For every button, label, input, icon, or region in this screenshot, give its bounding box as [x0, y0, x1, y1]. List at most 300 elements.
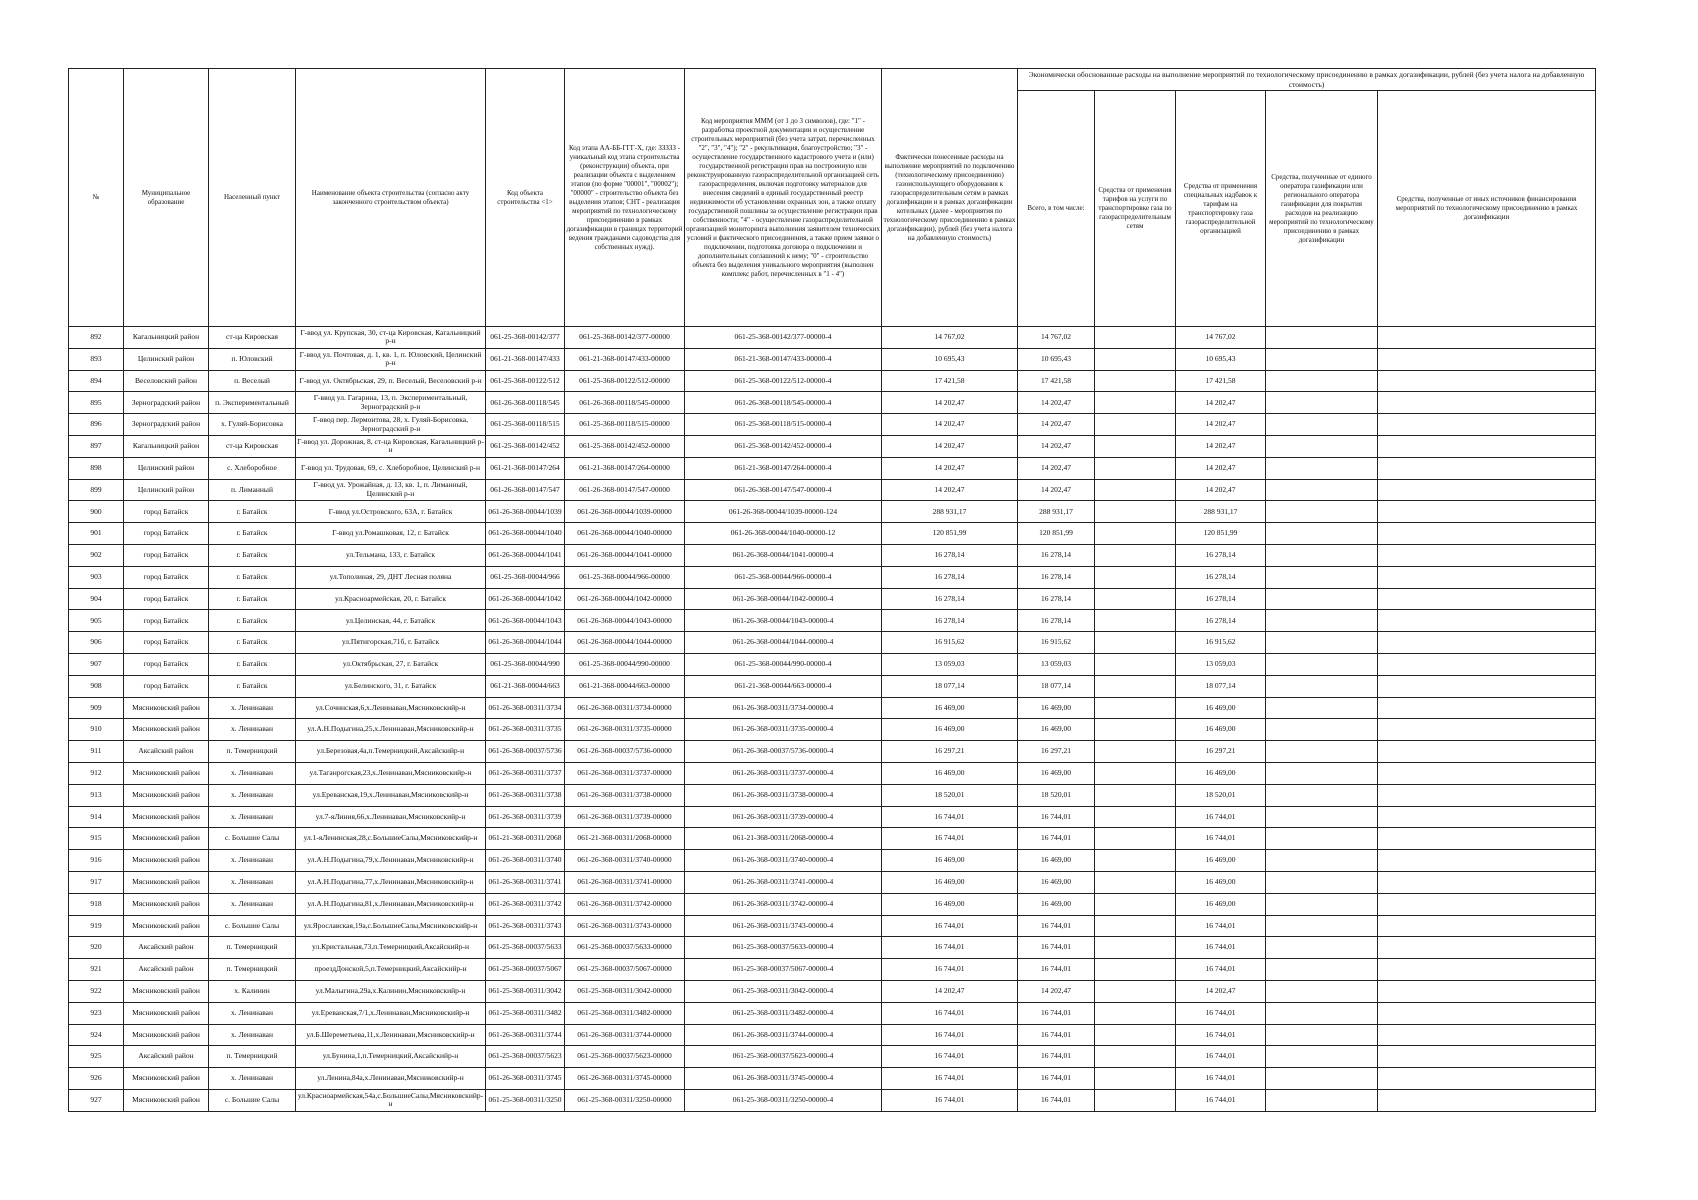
- cell-total: 14 202,47: [1018, 414, 1095, 436]
- cell-total: 16 469,00: [1018, 850, 1095, 872]
- cell-total: 16 744,01: [1018, 828, 1095, 850]
- cell-operator-funds: [1266, 370, 1378, 392]
- cell-object-name: Г-ввод ул. Почтовая, д. 1, кв. 1, п. Юловский, Целинский р-н: [296, 348, 486, 370]
- cell-measure-code: 061-25-368-00142/452-00000-4: [685, 435, 882, 457]
- cell-object-name: ул.Березовая,4а,п.Темерницкий,Аксайскийр-н: [296, 741, 486, 763]
- table-row: [69, 457, 1596, 479]
- cell-actual-costs: 16 469,00: [882, 893, 1018, 915]
- cell-actual-costs: 14 202,47: [882, 457, 1018, 479]
- cell-object-name: ул.Таганрогская,23,х.Ленинаван,Мясниковскийр-н: [296, 762, 486, 784]
- cell-settlement: г. Батайск: [209, 632, 296, 654]
- cell-municipality: Целинский район: [124, 479, 209, 501]
- cell-object-name: ул.Тополиная, 29, ДНТ Лесная поляна: [296, 566, 486, 588]
- cell-stage-code: 061-26-368-00311/3741-00000: [565, 871, 685, 893]
- cell-object-code: 061-26-368-00311/3743: [486, 915, 565, 937]
- cell-measure-code: 061-26-368-00037/5736-00000-4: [685, 741, 882, 763]
- cell-total: 14 202,47: [1018, 980, 1095, 1002]
- cell-special-surcharge-funds: 16 744,01: [1176, 1089, 1266, 1111]
- table-row: [69, 392, 1596, 414]
- table-row: [69, 741, 1596, 763]
- cell-tariff-funds: [1095, 632, 1176, 654]
- cell-measure-code: 061-25-368-00142/377-00000-4: [685, 327, 882, 349]
- cell-other-funds: [1378, 719, 1596, 741]
- cell-stage-code: 061-25-368-00122/512-00000: [565, 370, 685, 392]
- cell-object-code: 061-25-368-00118/515: [486, 414, 565, 436]
- cell-municipality: город Батайск: [124, 675, 209, 697]
- table-row: [69, 762, 1596, 784]
- cell-object-name: ул.А.Н.Подыгина,25,х.Ленинаван,Мясниковскийр-н: [296, 719, 486, 741]
- cell-stage-code: 061-25-368-00311/3250-00000: [565, 1089, 685, 1111]
- cell-operator-funds: [1266, 457, 1378, 479]
- cell-other-funds: [1378, 479, 1596, 501]
- cell-special-surcharge-funds: 13 059,03: [1176, 653, 1266, 675]
- cell-actual-costs: 14 202,47: [882, 479, 1018, 501]
- cell-municipality: город Батайск: [124, 610, 209, 632]
- cell-num: 926: [69, 1068, 124, 1090]
- cell-municipality: Аксайский район: [124, 937, 209, 959]
- cell-special-surcharge-funds: 16 744,01: [1176, 1046, 1266, 1068]
- cell-municipality: Веселовский район: [124, 370, 209, 392]
- cell-total: 16 744,01: [1018, 915, 1095, 937]
- cell-actual-costs: 16 744,01: [882, 1002, 1018, 1024]
- cell-municipality: Аксайский район: [124, 959, 209, 981]
- cell-actual-costs: 16 915,62: [882, 632, 1018, 654]
- cell-stage-code: 061-26-368-00044/1040-00000: [565, 523, 685, 545]
- table-row: [69, 653, 1596, 675]
- cell-operator-funds: [1266, 632, 1378, 654]
- cell-stage-code: 061-26-368-00044/1042-00000: [565, 588, 685, 610]
- cell-object-name: ул.Малыгина,29а,х.Калинин,Мясниковскийр-н: [296, 980, 486, 1002]
- table-row: [69, 980, 1596, 1002]
- cell-num: 911: [69, 741, 124, 763]
- cell-special-surcharge-funds: 16 469,00: [1176, 697, 1266, 719]
- cell-settlement: г. Батайск: [209, 588, 296, 610]
- cell-measure-code: 061-25-368-00118/515-00000-4: [685, 414, 882, 436]
- cell-object-name: ул.Кристальная,73,п.Темерницкий,Аксайскийр-н: [296, 937, 486, 959]
- table-row: [69, 501, 1596, 523]
- header-total: Всего, в том числе:: [1018, 91, 1095, 327]
- cell-num: 914: [69, 806, 124, 828]
- cell-total: 16 278,14: [1018, 566, 1095, 588]
- cell-special-surcharge-funds: 16 744,01: [1176, 1002, 1266, 1024]
- document-sheet: [68, 68, 1595, 1112]
- header-object-code: Код объекта строительства <1>: [486, 69, 565, 327]
- cell-special-surcharge-funds: 16 278,14: [1176, 588, 1266, 610]
- cell-operator-funds: [1266, 675, 1378, 697]
- cell-operator-funds: [1266, 653, 1378, 675]
- cell-municipality: Аксайский район: [124, 741, 209, 763]
- cell-operator-funds: [1266, 327, 1378, 349]
- cell-other-funds: [1378, 806, 1596, 828]
- cell-num: 913: [69, 784, 124, 806]
- cell-actual-costs: 16 469,00: [882, 850, 1018, 872]
- cell-other-funds: [1378, 980, 1596, 1002]
- cell-municipality: Мясниковский район: [124, 850, 209, 872]
- cell-stage-code: 061-25-368-00037/5623-00000: [565, 1046, 685, 1068]
- cell-settlement: с. Большие Салы: [209, 828, 296, 850]
- table-row: [69, 697, 1596, 719]
- cell-measure-code: 061-26-368-00118/545-00000-4: [685, 392, 882, 414]
- cell-actual-costs: 16 278,14: [882, 610, 1018, 632]
- cell-actual-costs: 17 421,58: [882, 370, 1018, 392]
- cell-num: 893: [69, 348, 124, 370]
- cell-object-code: 061-26-368-00311/3737: [486, 762, 565, 784]
- cell-settlement: х. Ленинаван: [209, 850, 296, 872]
- cell-object-code: 061-26-368-00311/3745: [486, 1068, 565, 1090]
- cell-operator-funds: [1266, 1024, 1378, 1046]
- cell-total: 120 851,99: [1018, 523, 1095, 545]
- cell-num: 927: [69, 1089, 124, 1111]
- cell-object-name: Г-ввод ул. Октябрьская, 29, п. Веселый, Веселовский р-н: [296, 370, 486, 392]
- cell-municipality: Зерноградский район: [124, 392, 209, 414]
- table-row: [69, 1068, 1596, 1090]
- cell-special-surcharge-funds: 16 744,01: [1176, 937, 1266, 959]
- cell-stage-code: 061-26-368-00147/547-00000: [565, 479, 685, 501]
- cell-municipality: Мясниковский район: [124, 762, 209, 784]
- cell-measure-code: 061-26-368-00311/3734-00000-4: [685, 697, 882, 719]
- cell-measure-code: 061-26-368-00311/3735-00000-4: [685, 719, 882, 741]
- cell-municipality: Целинский район: [124, 457, 209, 479]
- cell-actual-costs: 16 278,14: [882, 544, 1018, 566]
- cell-tariff-funds: [1095, 719, 1176, 741]
- cell-measure-code: 061-26-368-00311/3742-00000-4: [685, 893, 882, 915]
- cell-other-funds: [1378, 1068, 1596, 1090]
- header-stage-code: Код этапа АА-ББ-ГГГ-Х, где: ЗЗЗЗЗ - уникальный код этапа строительства (реконструкции) объекта, при реализации объекта с выделением этапов (по форме "00001", "00002"); "00000" - строительство объекта без выделения этапов; СНТ - реализация мероприятий по технологическому присоединению в рамках догазификации в границах территорий ведения гражданами садоводства для собственных нужд).: [565, 69, 685, 327]
- cell-object-code: 061-25-368-00044/966: [486, 566, 565, 588]
- cell-total: 16 469,00: [1018, 871, 1095, 893]
- cell-settlement: п. Экспериментальный: [209, 392, 296, 414]
- cell-num: 902: [69, 544, 124, 566]
- cell-other-funds: [1378, 327, 1596, 349]
- cell-actual-costs: 16 744,01: [882, 1046, 1018, 1068]
- cell-stage-code: 061-26-368-00311/3745-00000: [565, 1068, 685, 1090]
- cell-total: 16 469,00: [1018, 762, 1095, 784]
- cell-object-name: ул.А.Н.Подыгина,77,х.Ленинаван,Мясниковскийр-н: [296, 871, 486, 893]
- cell-settlement: п. Веселый: [209, 370, 296, 392]
- cell-object-code: 061-26-368-00044/1039: [486, 501, 565, 523]
- cell-operator-funds: [1266, 435, 1378, 457]
- cell-special-surcharge-funds: 14 202,47: [1176, 457, 1266, 479]
- cell-settlement: п. Лиманный: [209, 479, 296, 501]
- cell-settlement: с. Хлеборобное: [209, 457, 296, 479]
- cell-actual-costs: 120 851,99: [882, 523, 1018, 545]
- cell-operator-funds: [1266, 610, 1378, 632]
- cell-total: 13 059,03: [1018, 653, 1095, 675]
- cell-object-code: 061-21-368-00311/2068: [486, 828, 565, 850]
- cell-operator-funds: [1266, 414, 1378, 436]
- cell-settlement: х. Ленинаван: [209, 762, 296, 784]
- cell-total: 14 202,47: [1018, 392, 1095, 414]
- table-row: [69, 719, 1596, 741]
- cell-num: 908: [69, 675, 124, 697]
- table-row: [69, 632, 1596, 654]
- cell-measure-code: 061-25-368-00044/990-00000-4: [685, 653, 882, 675]
- cell-stage-code: 061-26-368-00044/1044-00000: [565, 632, 685, 654]
- cell-other-funds: [1378, 959, 1596, 981]
- table-header: [69, 69, 1596, 327]
- cell-num: 903: [69, 566, 124, 588]
- table-row: [69, 806, 1596, 828]
- table-row: [69, 1002, 1596, 1024]
- cell-municipality: город Батайск: [124, 544, 209, 566]
- cell-actual-costs: 16 469,00: [882, 697, 1018, 719]
- cell-other-funds: [1378, 414, 1596, 436]
- table-row: [69, 370, 1596, 392]
- cell-object-code: 061-26-368-00311/3741: [486, 871, 565, 893]
- cell-special-surcharge-funds: 16 469,00: [1176, 871, 1266, 893]
- header-num: №: [69, 69, 124, 327]
- cell-operator-funds: [1266, 544, 1378, 566]
- cell-tariff-funds: [1095, 915, 1176, 937]
- cell-stage-code: 061-25-368-00118/515-00000: [565, 414, 685, 436]
- cell-actual-costs: 16 297,21: [882, 741, 1018, 763]
- cell-object-name: Г-ввод ул. Урожайная, д. 13, кв. 1, п. Лиманный, Целинский р-н: [296, 479, 486, 501]
- cell-num: 922: [69, 980, 124, 1002]
- cell-num: 920: [69, 937, 124, 959]
- cell-measure-code: 061-25-368-00311/3250-00000-4: [685, 1089, 882, 1111]
- cell-municipality: Аксайский район: [124, 1046, 209, 1068]
- cell-other-funds: [1378, 501, 1596, 523]
- cell-object-code: 061-26-368-00044/1044: [486, 632, 565, 654]
- cell-tariff-funds: [1095, 414, 1176, 436]
- cell-object-code: 061-25-368-00142/377: [486, 327, 565, 349]
- cell-stage-code: 061-26-368-00311/3738-00000: [565, 784, 685, 806]
- cell-municipality: город Батайск: [124, 523, 209, 545]
- header-measure-code: Код мероприятия МММ (от 1 до 3 символов), где: "1" - разработка проектной документации и осуществление строительных мероприятий (без учета затрат, перечисленных "2", "3", "4"); "2" - рекультивация, благоустройство; "3" - осуществление государственного кадастрового учета и (или) государственной регистрации прав на построенную или реконструированную газораспределительной организацией сеть газораспределения, включая подготовку материалов для внесения сведений в единый государственный реестр недвижимости об установлении охранных зон, а также оплату государственной пошлины за осуществление регистрации прав собственности; "4" - осуществление газораспределительной организацией мониторинга выполнения заявителем технических условий и фактического присоединения, а также прием заявки о подключении, подготовка договора о подключении и дополнительных соглашений к нему; "0" - строительство объекта без выделения уникального мероприятия (выполнен комплекс работ, перечисленных в "1 - 4"): [685, 69, 882, 327]
- cell-actual-costs: 16 744,01: [882, 959, 1018, 981]
- cell-stage-code: 061-21-368-00147/433-00000: [565, 348, 685, 370]
- cell-object-name: ул.Ереванская,19,х.Ленинаван,Мясниковскийр-н: [296, 784, 486, 806]
- cell-tariff-funds: [1095, 392, 1176, 414]
- table-row: [69, 871, 1596, 893]
- cell-special-surcharge-funds: 16 278,14: [1176, 544, 1266, 566]
- cell-object-code: 061-26-368-00147/547: [486, 479, 565, 501]
- cell-municipality: Зерноградский район: [124, 414, 209, 436]
- cell-total: 10 695,43: [1018, 348, 1095, 370]
- cell-actual-costs: 16 744,01: [882, 1024, 1018, 1046]
- cell-operator-funds: [1266, 937, 1378, 959]
- cell-tariff-funds: [1095, 850, 1176, 872]
- cell-total: 16 744,01: [1018, 1002, 1095, 1024]
- cell-measure-code: 061-25-368-00122/512-00000-4: [685, 370, 882, 392]
- cell-stage-code: 061-25-368-00037/5633-00000: [565, 937, 685, 959]
- cell-other-funds: [1378, 784, 1596, 806]
- cell-stage-code: 061-25-368-00142/452-00000: [565, 435, 685, 457]
- cell-operator-funds: [1266, 1046, 1378, 1068]
- cell-operator-funds: [1266, 828, 1378, 850]
- cell-other-funds: [1378, 632, 1596, 654]
- cell-measure-code: 061-21-368-00311/2068-00000-4: [685, 828, 882, 850]
- cell-tariff-funds: [1095, 588, 1176, 610]
- cell-object-name: ул.Тельмана, 133, г. Батайск: [296, 544, 486, 566]
- cell-stage-code: 061-25-368-00311/3042-00000: [565, 980, 685, 1002]
- cell-settlement: х. Ленинаван: [209, 806, 296, 828]
- cell-total: 16 744,01: [1018, 1024, 1095, 1046]
- header-economic-costs-group: Экономически обоснованные расходы на выполнение мероприятий по технологическому присоединению в рамках догазификации, рублей (без учета налога на добавленную стоимость): [1018, 69, 1596, 91]
- cell-other-funds: [1378, 370, 1596, 392]
- cell-object-name: ул.Ярославская,19а,с.БольшиеСалы,Мясниковскийр-н: [296, 915, 486, 937]
- cell-total: 16 469,00: [1018, 893, 1095, 915]
- cell-tariff-funds: [1095, 435, 1176, 457]
- cell-stage-code: 061-25-368-00142/377-00000: [565, 327, 685, 349]
- cell-settlement: г. Батайск: [209, 544, 296, 566]
- cell-special-surcharge-funds: 14 202,47: [1176, 980, 1266, 1002]
- cell-measure-code: 061-26-368-00044/1041-00000-4: [685, 544, 882, 566]
- cell-operator-funds: [1266, 806, 1378, 828]
- cell-operator-funds: [1266, 479, 1378, 501]
- cell-other-funds: [1378, 588, 1596, 610]
- cell-other-funds: [1378, 915, 1596, 937]
- cell-num: 898: [69, 457, 124, 479]
- cell-settlement: п. Темерницкий: [209, 1046, 296, 1068]
- cell-stage-code: 061-26-368-00311/3743-00000: [565, 915, 685, 937]
- cell-num: 915: [69, 828, 124, 850]
- cell-total: 16 744,01: [1018, 937, 1095, 959]
- cell-special-surcharge-funds: 18 077,14: [1176, 675, 1266, 697]
- cell-municipality: Кагальницкий район: [124, 435, 209, 457]
- cell-total: 16 278,14: [1018, 544, 1095, 566]
- cell-measure-code: 061-26-368-00044/1042-00000-4: [685, 588, 882, 610]
- cell-measure-code: 061-25-368-00044/966-00000-4: [685, 566, 882, 588]
- cell-actual-costs: 14 202,47: [882, 414, 1018, 436]
- cell-measure-code: 061-25-368-00037/5067-00000-4: [685, 959, 882, 981]
- cell-object-name: ул.А.Н.Подыгина,81,х.Ленинаван,Мясниковскийр-н: [296, 893, 486, 915]
- cell-actual-costs: 14 202,47: [882, 435, 1018, 457]
- cell-object-name: Г-ввод ул. Трудовая, 69, с. Хлеборобное, Целинский р-н: [296, 457, 486, 479]
- cell-actual-costs: 14 202,47: [882, 392, 1018, 414]
- cell-measure-code: 061-26-368-00311/3740-00000-4: [685, 850, 882, 872]
- cell-other-funds: [1378, 610, 1596, 632]
- cell-total: 14 202,47: [1018, 457, 1095, 479]
- cell-measure-code: 061-26-368-00311/3744-00000-4: [685, 1024, 882, 1046]
- cell-tariff-funds: [1095, 828, 1176, 850]
- cell-measure-code: 061-26-368-00311/3741-00000-4: [685, 871, 882, 893]
- cell-actual-costs: 10 695,43: [882, 348, 1018, 370]
- cell-settlement: ст-ца Кировская: [209, 327, 296, 349]
- cell-special-surcharge-funds: 288 931,17: [1176, 501, 1266, 523]
- cell-measure-code: 061-25-368-00037/5633-00000-4: [685, 937, 882, 959]
- cell-settlement: г. Батайск: [209, 610, 296, 632]
- cell-object-code: 061-25-368-00311/3482: [486, 1002, 565, 1024]
- table-body: [69, 327, 1596, 1112]
- cell-measure-code: 061-26-368-00311/3745-00000-4: [685, 1068, 882, 1090]
- cell-other-funds: [1378, 871, 1596, 893]
- cell-tariff-funds: [1095, 1089, 1176, 1111]
- cell-object-code: 061-25-368-00037/5623: [486, 1046, 565, 1068]
- cell-tariff-funds: [1095, 327, 1176, 349]
- cell-object-code: 061-25-368-00311/3042: [486, 980, 565, 1002]
- cell-num: 925: [69, 1046, 124, 1068]
- cell-num: 909: [69, 697, 124, 719]
- cell-other-funds: [1378, 544, 1596, 566]
- cell-tariff-funds: [1095, 806, 1176, 828]
- cell-municipality: Целинский район: [124, 348, 209, 370]
- cell-object-name: ул.Пятигорская,71б, г. Батайск: [296, 632, 486, 654]
- cell-num: 900: [69, 501, 124, 523]
- cell-num: 897: [69, 435, 124, 457]
- cell-stage-code: 061-25-368-00311/3482-00000: [565, 1002, 685, 1024]
- cell-actual-costs: 18 520,01: [882, 784, 1018, 806]
- cell-settlement: п. Темерницкий: [209, 937, 296, 959]
- cell-special-surcharge-funds: 14 202,47: [1176, 414, 1266, 436]
- cell-municipality: Мясниковский район: [124, 1068, 209, 1090]
- cell-other-funds: [1378, 1046, 1596, 1068]
- cell-stage-code: 061-26-368-00311/3737-00000: [565, 762, 685, 784]
- cell-object-code: 061-26-368-00311/3744: [486, 1024, 565, 1046]
- cell-total: 14 202,47: [1018, 479, 1095, 501]
- cell-special-surcharge-funds: 14 767,02: [1176, 327, 1266, 349]
- cell-num: 918: [69, 893, 124, 915]
- cell-settlement: х. Ленинаван: [209, 871, 296, 893]
- cell-actual-costs: 16 469,00: [882, 762, 1018, 784]
- table-row: [69, 1024, 1596, 1046]
- cell-object-name: ул.Белинского, 31, г. Батайск: [296, 675, 486, 697]
- cell-tariff-funds: [1095, 959, 1176, 981]
- cell-special-surcharge-funds: 17 421,58: [1176, 370, 1266, 392]
- cell-total: 288 931,17: [1018, 501, 1095, 523]
- cell-stage-code: 061-26-368-00311/3744-00000: [565, 1024, 685, 1046]
- cell-measure-code: 061-25-368-00037/5623-00000-4: [685, 1046, 882, 1068]
- cell-object-code: 061-26-368-00044/1041: [486, 544, 565, 566]
- cell-municipality: город Батайск: [124, 632, 209, 654]
- cell-object-code: 061-25-368-00037/5633: [486, 937, 565, 959]
- cell-operator-funds: [1266, 784, 1378, 806]
- cell-num: 910: [69, 719, 124, 741]
- cell-num: 892: [69, 327, 124, 349]
- cell-other-funds: [1378, 828, 1596, 850]
- cell-num: 912: [69, 762, 124, 784]
- cell-special-surcharge-funds: 16 278,14: [1176, 566, 1266, 588]
- cell-operator-funds: [1266, 1068, 1378, 1090]
- cell-stage-code: 061-26-368-00311/3735-00000: [565, 719, 685, 741]
- table-row: [69, 915, 1596, 937]
- cell-other-funds: [1378, 566, 1596, 588]
- header-special-surcharge-funds: Средства от применения специальных надбавок к тарифам на транспортировку газа газораспределительной организацией: [1176, 91, 1266, 327]
- cell-tariff-funds: [1095, 479, 1176, 501]
- cell-municipality: Мясниковский район: [124, 784, 209, 806]
- cell-object-name: ул.Целинская, 44, г. Батайск: [296, 610, 486, 632]
- cell-settlement: г. Батайск: [209, 501, 296, 523]
- cell-special-surcharge-funds: 18 520,01: [1176, 784, 1266, 806]
- cell-stage-code: 061-26-368-00044/1043-00000: [565, 610, 685, 632]
- cell-settlement: х. Ленинаван: [209, 1068, 296, 1090]
- cell-stage-code: 061-26-368-00311/3739-00000: [565, 806, 685, 828]
- cell-measure-code: 061-26-368-00044/1040-00000-12: [685, 523, 882, 545]
- cell-tariff-funds: [1095, 741, 1176, 763]
- table-row: [69, 327, 1596, 349]
- cell-special-surcharge-funds: 16 744,01: [1176, 1024, 1266, 1046]
- cell-actual-costs: 16 744,01: [882, 937, 1018, 959]
- cell-num: 896: [69, 414, 124, 436]
- cell-municipality: Кагальницкий район: [124, 327, 209, 349]
- cell-stage-code: 061-21-368-00044/663-00000: [565, 675, 685, 697]
- cell-num: 905: [69, 610, 124, 632]
- cell-measure-code: 061-21-368-00044/663-00000-4: [685, 675, 882, 697]
- cell-total: 16 744,01: [1018, 1068, 1095, 1090]
- cell-object-name: ул.1-яЛенинская,28,с.БольшиеСалы,Мясниковскийр-н: [296, 828, 486, 850]
- cell-object-name: ул.Б.Шереметьева,11,х.Ленинаван,Мясниковскийр-н: [296, 1024, 486, 1046]
- cell-special-surcharge-funds: 16 744,01: [1176, 915, 1266, 937]
- cell-stage-code: 061-26-368-00311/3742-00000: [565, 893, 685, 915]
- cell-total: 16 744,01: [1018, 1089, 1095, 1111]
- cell-num: 904: [69, 588, 124, 610]
- cell-operator-funds: [1266, 850, 1378, 872]
- cell-special-surcharge-funds: 16 744,01: [1176, 1068, 1266, 1090]
- cell-special-surcharge-funds: 120 851,99: [1176, 523, 1266, 545]
- cell-object-name: Г-ввод ул.Островского, 63А, г. Батайск: [296, 501, 486, 523]
- cell-num: 917: [69, 871, 124, 893]
- cell-operator-funds: [1266, 501, 1378, 523]
